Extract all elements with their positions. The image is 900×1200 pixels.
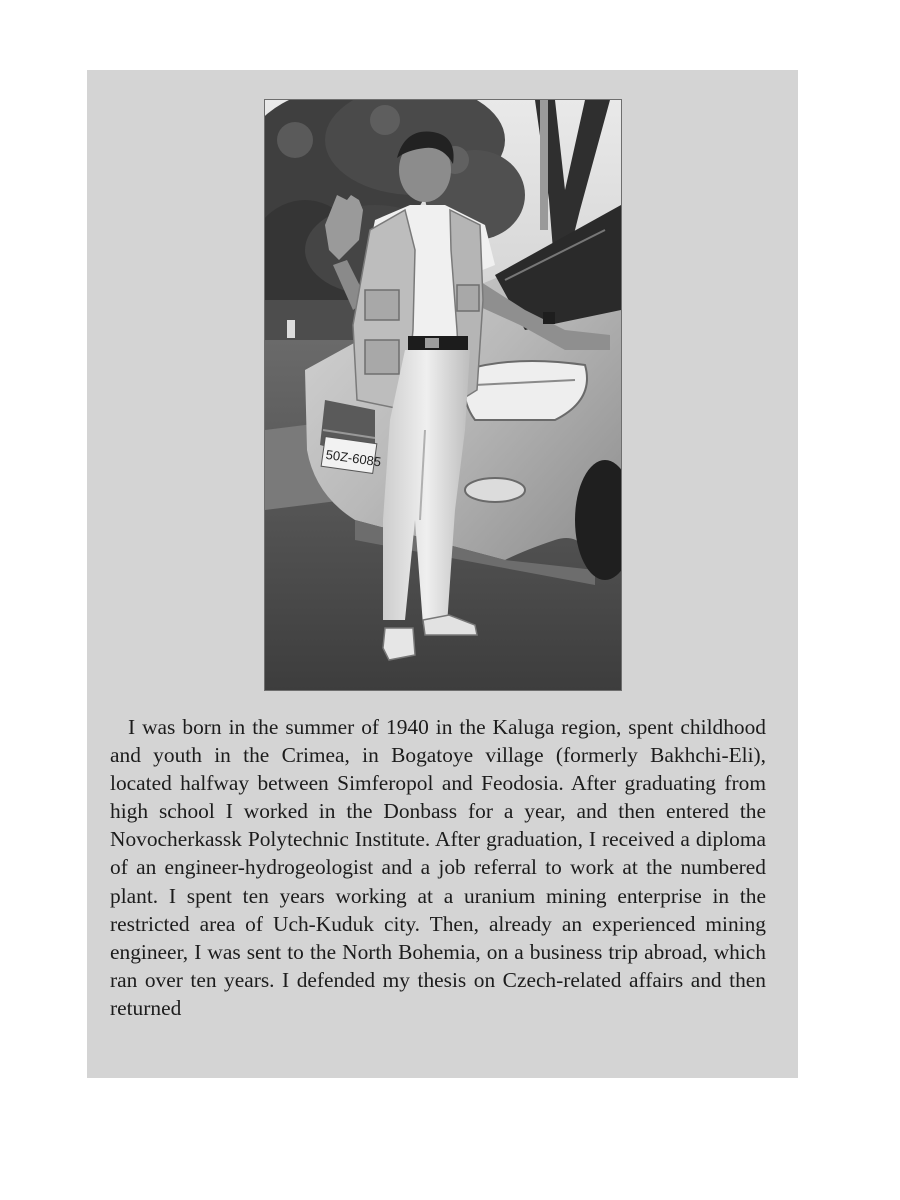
license-plate-text: 50Z-6085 (324, 446, 383, 470)
content-panel (87, 70, 798, 1078)
author-photo-illustration (265, 100, 621, 690)
marker-post (287, 320, 295, 338)
biography-paragraph: I was born in the summer of 1940 in the Kaluga region, spent childhood and youth in the Crimea, in Bogatoye village (formerly Bakhchi-Eli), located halfway between Simferopol and Feodosia. After graduating from high school I worked in the Donbass for a year, and then entered the Novocherkassk Polytechnic Institute. After graduation, I received a diploma of an engineer-hydrogeologist and a job referral to work at the numbered plant. I spent ten years working at a uranium mining enterprise in the restricted area of Uch-Kuduk city. Then, already an experienced mining engineer, I was sent to the North Bohemia, on a business trip abroad, which ran over ten years. I defended my thesis on Czech-related affairs and then returned (110, 715, 766, 1020)
author-photo (264, 99, 622, 691)
